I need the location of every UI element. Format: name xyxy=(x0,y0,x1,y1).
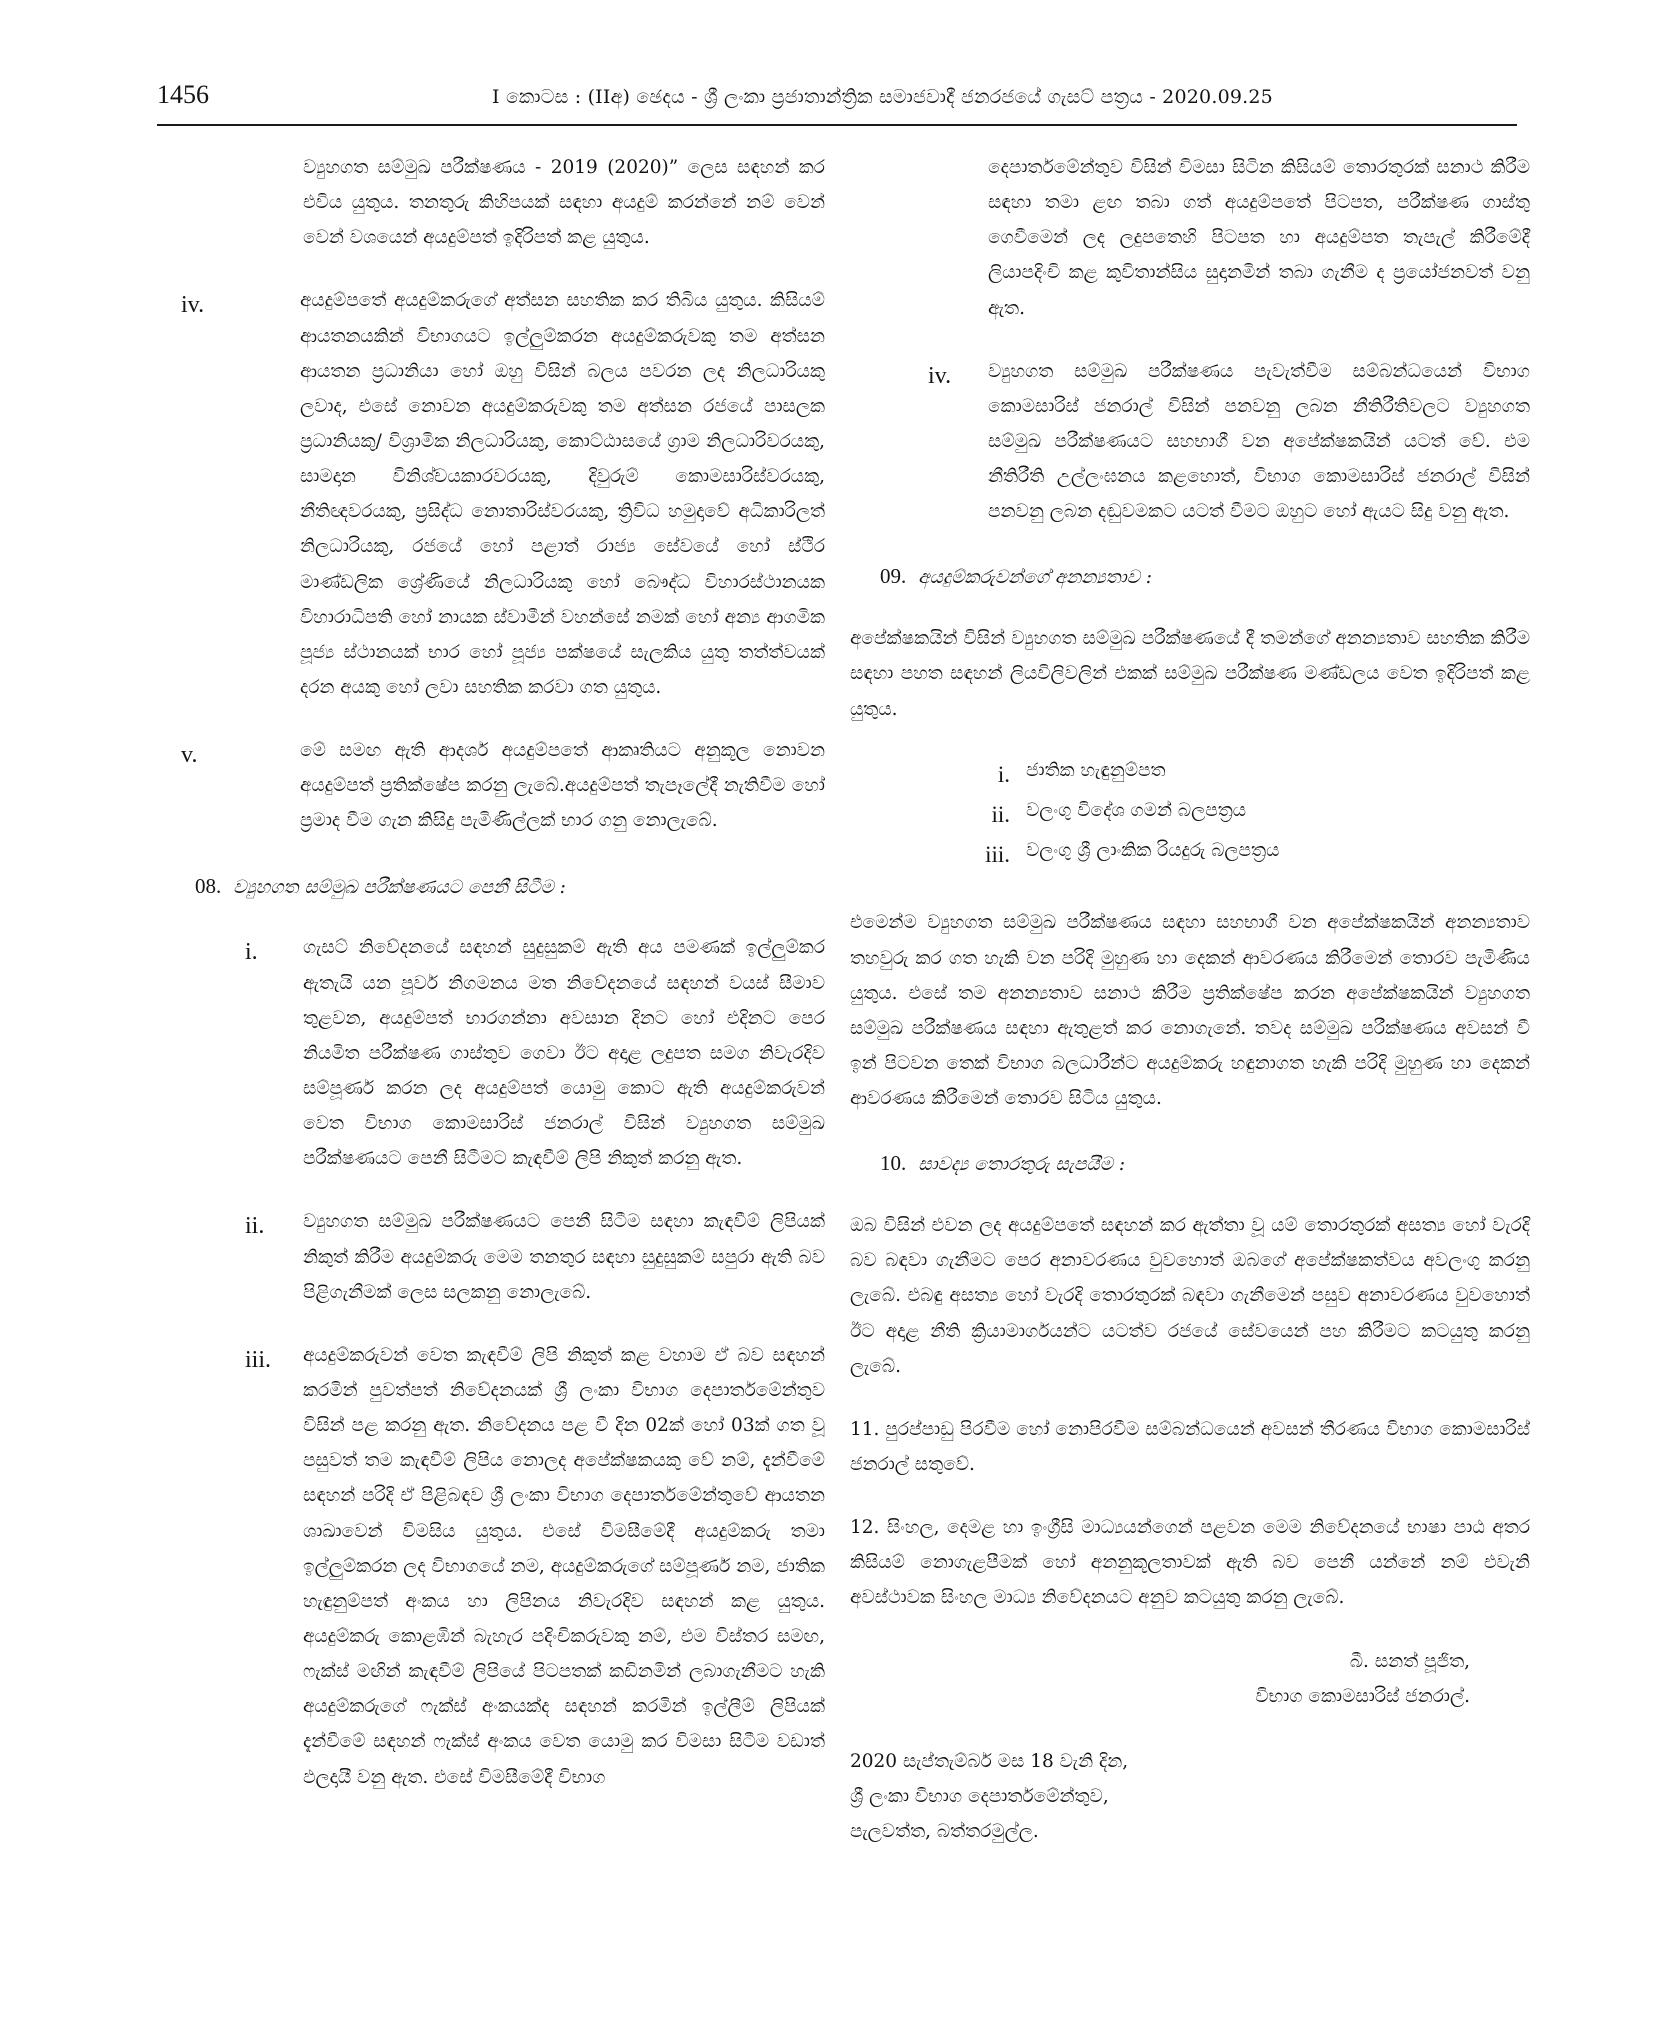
section-09-heading xyxy=(880,557,1530,597)
section-number: 10. xyxy=(880,1151,907,1176)
continued-paragraph: ව්‍යුහගත සම්මුඛ පරීක්ෂණය - 2019 (2020)” ලෙස සඳහන් කර එවිය යුතුය. තනතුරු කිහිපයක් සඳහා අයදුම් කරන්නේ නම් වෙන් වෙන් වශයෙන් අයදුම්පත් ඉදිරිපත් කළ යුතුය. xyxy=(303,157,825,249)
list-item xyxy=(950,755,1530,795)
date-address-block xyxy=(850,1744,1530,1849)
list-item xyxy=(950,835,1530,875)
clause-text: අයදුම්පතේ අයදුම්කරුගේ අත්සන සහතික කර තිබිය යුතුය. කිසියම් ආයතනයකින් විභාගයට ඉල්ලුම්කරන අයදුම්කරුවකු තම අත්සන ආයතන ප්‍රධානියා හෝ ඔහු විසින් බලය පවරන ලද නිලධාරියකු ලවාද, එසේ නොවන අයදුම්කරුවකු තම අත්සන රජයේ පාසලක ප්‍රධානියකු/ විශ්‍රාමික නිලධාරියකු, කොට්ඨාසයේ ග්‍රාම නිලධාරිවරයකු, සාමදාන විනිශ්චයකාරවරයකු, දිවුරුම් කොමසාරිස්වරයකු, නීතිඥවරයකු, ප්‍රසිද්ධ නොතාරිස්වරයකු, ත්‍රිවිධ හමුදාවේ අධිකාරිලත් නිලධාරියකු, රජයේ හෝ පළාත් රාජ්‍ය සේවයේ හෝ ස්ථිර මාණ්ඩලික ශ්‍රේණියේ නිලධාරියකු හෝ බෞද්ධ විහාරස්ථානයක විහාරාධිපති හෝ නායක ස්වාමීන් වහන්සේ නමක් හෝ අන්‍ය ආගමික පූජ්‍ය ස්ථානයක් භාර හෝ පූජ්‍ය පක්ෂයේ සැලකිය යුතු තත්ත්වයක් දරන අයකු හෝ ලවා සහතික කරවා ගත යුතුය. xyxy=(300,290,825,698)
section-title: අයදුම්කරුවන්ගේ අනන්‍යතාව : xyxy=(918,567,1153,589)
section-number: 09. xyxy=(880,564,907,589)
section-title: සාවද්‍ය තොරතුරු සැපයීම : xyxy=(918,1154,1126,1176)
address-line: ශ්‍රී ලංකා විභාග දෙපාර්තමේන්තුව, xyxy=(850,1786,1109,1808)
clause-number: iv. xyxy=(928,362,952,389)
signatory-name: බී. සනත් පූජිත, xyxy=(1349,1650,1470,1672)
clause-number: v. xyxy=(181,742,198,769)
clause-number: ii. xyxy=(245,1213,265,1240)
clause-number: iv. xyxy=(181,292,205,319)
sub-clause-ii xyxy=(165,1204,825,1309)
clause-v xyxy=(165,733,825,838)
continued-paragraph: දෙපාර්තමේන්තුව විසින් විමසා සිටින කිසියම් තොරතුරක් සනාථ කිරීම සඳහා තමා ළඟ තබා ගත් අයදුම්පතේ පිටපත, පරීක්ෂණ ගාස්තු ගෙවීමෙන් ලද ලදුපතෙහි පිටපත හා අයදුම්පත තැපැල් කිරීමේදී ලියාපදිංචි කළ කුවිතාන්සිය සුදානමින් තබා ගැනීම ද ප්‍රයෝජනවත් වනු ඇත. xyxy=(988,157,1530,319)
date-line: 2020 සැප්තැම්බර් මස 18 වැනි දින, xyxy=(850,1750,1129,1772)
clause-text: ගැසට් නිවේදනයේ සඳහන් සුදුසුකම් ඇති අය පමණක් ඉල්ලුම්කර ඇතැයි යන පූර්ව නිගමනය මත නිවේදනයේ සඳහන් වයස් සීමාව තුළවන, අයදුම්පත් භාරගන්නා අවසාන දිනට හෝ එදිනට පෙර නියමිත පරීක්ෂණ ගාස්තුව ගෙවා ඊට අදාළ ලදුපත සමග නිවැරදිව සම්පූර්ණ කරන ලද අයදුම්පත් යොමු කොට ඇති අයදුම්කරුවන් වෙත විභාග කොමසාරිස් ජනරාල් විසින් ව්‍යුහගත සම්මුඛ පරීක්ෂණයට පෙනී සිටීමට කැඳවීම් ලිපි නිකුත් කරනු ඇත. xyxy=(303,937,825,1170)
clause-number: iii. xyxy=(245,1346,272,1373)
sub-clause-i xyxy=(165,930,825,1176)
list-item xyxy=(950,795,1530,835)
section-09-paragraph: අපේක්ෂකයින් විසින් ව්‍යුහගත සම්මුඛ පරීක්ෂණයේ දී තමන්ගේ අනන්‍යතාව සහතික කිරීම සඳහා පහත සඳහන් ලියවිලිවලින් එකක් සම්මුඛ පරීක්ෂණ මණ්ඩලය වෙත ඉදිරිපත් කළ යුතුය. xyxy=(850,628,1530,720)
clause-text: මේ සමඟ ඇති ආදර්ශ අයදුම්පතේ ආකෘතියට අනුකූල නොවන අයදුම්පත් ප්‍රතික්ෂේප කරනු ලැබේ.අයදුම්පත් තැපෑලේදී නැතිවීම හෝ ප්‍රමාද වීම ගැන කිසිදු පැමිණිල්ලක් භාර ගනු නොලැබේ. xyxy=(300,740,825,832)
list-number: ii. xyxy=(991,801,1010,827)
address-line: පැලවත්ත, බත්තරමුල්ල. xyxy=(850,1821,1039,1843)
clause-number: i. xyxy=(245,939,258,966)
page-number: 1456 xyxy=(157,80,209,109)
section-10-heading xyxy=(880,1144,1530,1184)
section-09-paragraph-2: එමෙන්ම ව්‍යුහගත සම්මුඛ පරීක්ෂණය සඳහා සහභාගී වන අපේක්ෂකයින් අනන්‍යතාව තහවුරු කර ගත හැකි වන පරිදි මුහුණ හා දෙකන් ආවරණය කිරීමෙන් තොරව පැමිණිය යුතුය. එසේ තම අනන්‍යතාව සනාථ කිරීම ප්‍රතික්ෂේප කරන අපේක්ෂකයින් ව්‍යුහගත සම්මුඛ පරීක්ෂණය සඳහා ඇතුළත් කර නොගැනේ. තවද සම්මුඛ පරීක්ෂණය අවසන් වී ඉන් පිටවන තෙක් විභාග බලධාරීන්ට අයදුම්කරු හඳුනාගත හැකි පරිදි මුහුණ හා දෙකන් ආවරණය කිරීමෙන් තොරව සිටිය යුතුය. xyxy=(850,912,1530,1110)
id-documents-list xyxy=(950,755,1530,876)
list-number: i. xyxy=(997,761,1010,787)
section-11-paragraph: 11. පුරප්පාඩු පිරවීම හෝ නොපිරවීම සම්බන්ධයෙන් අවසන් තීරණය විභාග කොමසාරිස් ජනරාල් සතුවේ. xyxy=(850,1418,1530,1476)
list-text: වලංගු ශ්‍රී ලාංකික රියදුරු බලපත්‍රය xyxy=(1026,840,1280,862)
clause-text: අයදුම්කරුවන් වෙත කැඳවීම් ලිපි නිකුත් කළ වහාම ඒ බව සඳහන් කරමින් පුවත්පත් නිවේදනයක් ශ්‍රී ලංකා විභාග දෙපාර්තමේන්තුව විසින් පළ කරනු ඇත. නිවේදනය පළ වී දින 02ක් හෝ 03ක් ගත වූ පසුවත් තම කැඳවීම් ලිපිය නොලද අපේක්ෂකයකු වේ නම්, දැන්වීමේ සඳහන් පරිදි ඒ පිළිබඳව ශ්‍රී ලංකා විභාග දෙපාර්තමේන්තුවේ ආයතන ශාඛාවෙන් විමසිය යුතුය. එසේ විමසීමේදී අයදුම්කරු තමා ඉල්ලුම්කරන ලද විභාගයේ නම, අයදුම්කරුගේ සම්පූර්ණ නම, ජාතික හැඳුනුම්පත් අංකය හා ලිපිනය නිවැරදිව සඳහන් කළ යුතුය. අයදුම්කරු කොළඹින් බැහැර පදිංචිකරුවකු නම්, එම විස්තර සමඟ, ෆැක්ස් මඟින් කැඳවීම් ලිපියේ පිටපතක් කඩිනමින් ලබාගැනීමට හැකි අයදුම්කරුගේ ෆැක්ස් අංකයක්ද සඳහන් කරමින් ඉල්ලීම් ලිපියක් දැන්වීමේ සඳහන් ෆැක්ස් අංකය වෙත යොමු කර විමසා සිටීම වඩාත් ඵලදායී වනු ඇත. එසේ විමසීමේදී විභාග xyxy=(303,1344,825,1788)
signatory-title: විභාග කොමසාරිස් ජනරාල්. xyxy=(1255,1685,1470,1707)
section-title: ව්‍යුහගත සම්මුඛ පරීක්ෂණයට පෙනී සිටීම : xyxy=(233,876,566,898)
signature-block xyxy=(850,1644,1470,1714)
right-column xyxy=(850,150,1530,1849)
page-header xyxy=(157,74,1517,126)
sub-clause-iii xyxy=(165,1338,825,1795)
section-number: 08. xyxy=(195,873,222,898)
section-12-paragraph: 12. සිංහල, දෙමළ හා ඉංග්‍රීසි මාධ්‍යයන්ගෙන් පළවන මෙම නිවේදනයේ භාෂා පාඨ අතර කිසියම් නොගැළපීමක් හෝ අනනුකූලතාවක් ඇති බව පෙනී යන්නේ නම් එවැනි අවස්ථාවක සිංහල මාධ්‍ය නිවේදනයට අනුව කටයුතු කරනු ලැබේ. xyxy=(850,1517,1530,1609)
list-number: iii. xyxy=(985,842,1010,868)
running-title: I කොටස : (IIඅ) ඡෙදය - ශ්‍රී ලංකා ප්‍රජාතාන්ත්‍රික සමාජවාදී ජනරජයේ ගැසට් පත්‍රය - 2020.09.25 xyxy=(492,86,1273,108)
clause-iv-right xyxy=(850,354,1530,530)
list-text: වලංගු විදේශ ගමන් බලපත්‍රය xyxy=(1026,799,1247,821)
list-text: ජාතික හැඳුනුම්පත xyxy=(1026,759,1166,781)
clause-text: ව්‍යුහගත සම්මුඛ පරීක්ෂණයට පෙනී සිටීම සඳහා කැඳවීම් ලිපියක් නිකුත් කිරීම අයදුම්කරු මෙම තනතුර සඳහා සුදුසුකම් සපුරා ඇති බව පිළිගැනීමක් ලෙස සලකනු නොලැබේ. xyxy=(303,1211,825,1303)
clause-iv xyxy=(165,283,825,705)
section-10-paragraph: ඔබ විසින් එවන ලද අයදුම්පතේ සඳහන් කර ඇත්තා වූ යම් තොරතුරක් අසත්‍ය හෝ වැරදි බව බඳවා ගැනීමට පෙර අනාවරණය වුවහොත් ඔබගේ අපේක්ෂකත්වය අවලංගු කරනු ලැබේ. එබඳු අසත්‍ය හෝ වැරදි තොරතුරක් බඳවා ගැනීමෙන් පසුව අනාවරණය වුවහොත් ඊට අදාළ නීති ක්‍රියාමාර්ගයන්ට යටත්ව රජයේ සේවයෙන් පහ කිරීමට කටයුතු කරනු ලැබේ. xyxy=(850,1215,1530,1377)
section-08-heading xyxy=(195,867,825,907)
left-column xyxy=(165,150,825,1823)
clause-text: ව්‍යුහගත සම්මුඛ පරීක්ෂණය පැවැත්වීම සම්බන්ධයෙන් විභාග කොමසාරිස් ජනරාල් විසින් පනවනු ලබන නීතිරීතිවලට ව්‍යුහගත සම්මුඛ පරීක්ෂණයට සහභාගී වන අපේක්ෂකයින් යටත් වේ. එම නීතිරීති උල්ලංඝනය කළහොත්, විභාග කොමසාරිස් ජනරාල් විසින් පනවනු ලබන දඬුවමකට යටත් වීමට ඔහුට හෝ ඇයට සිදු වනු ඇත. xyxy=(988,360,1530,523)
